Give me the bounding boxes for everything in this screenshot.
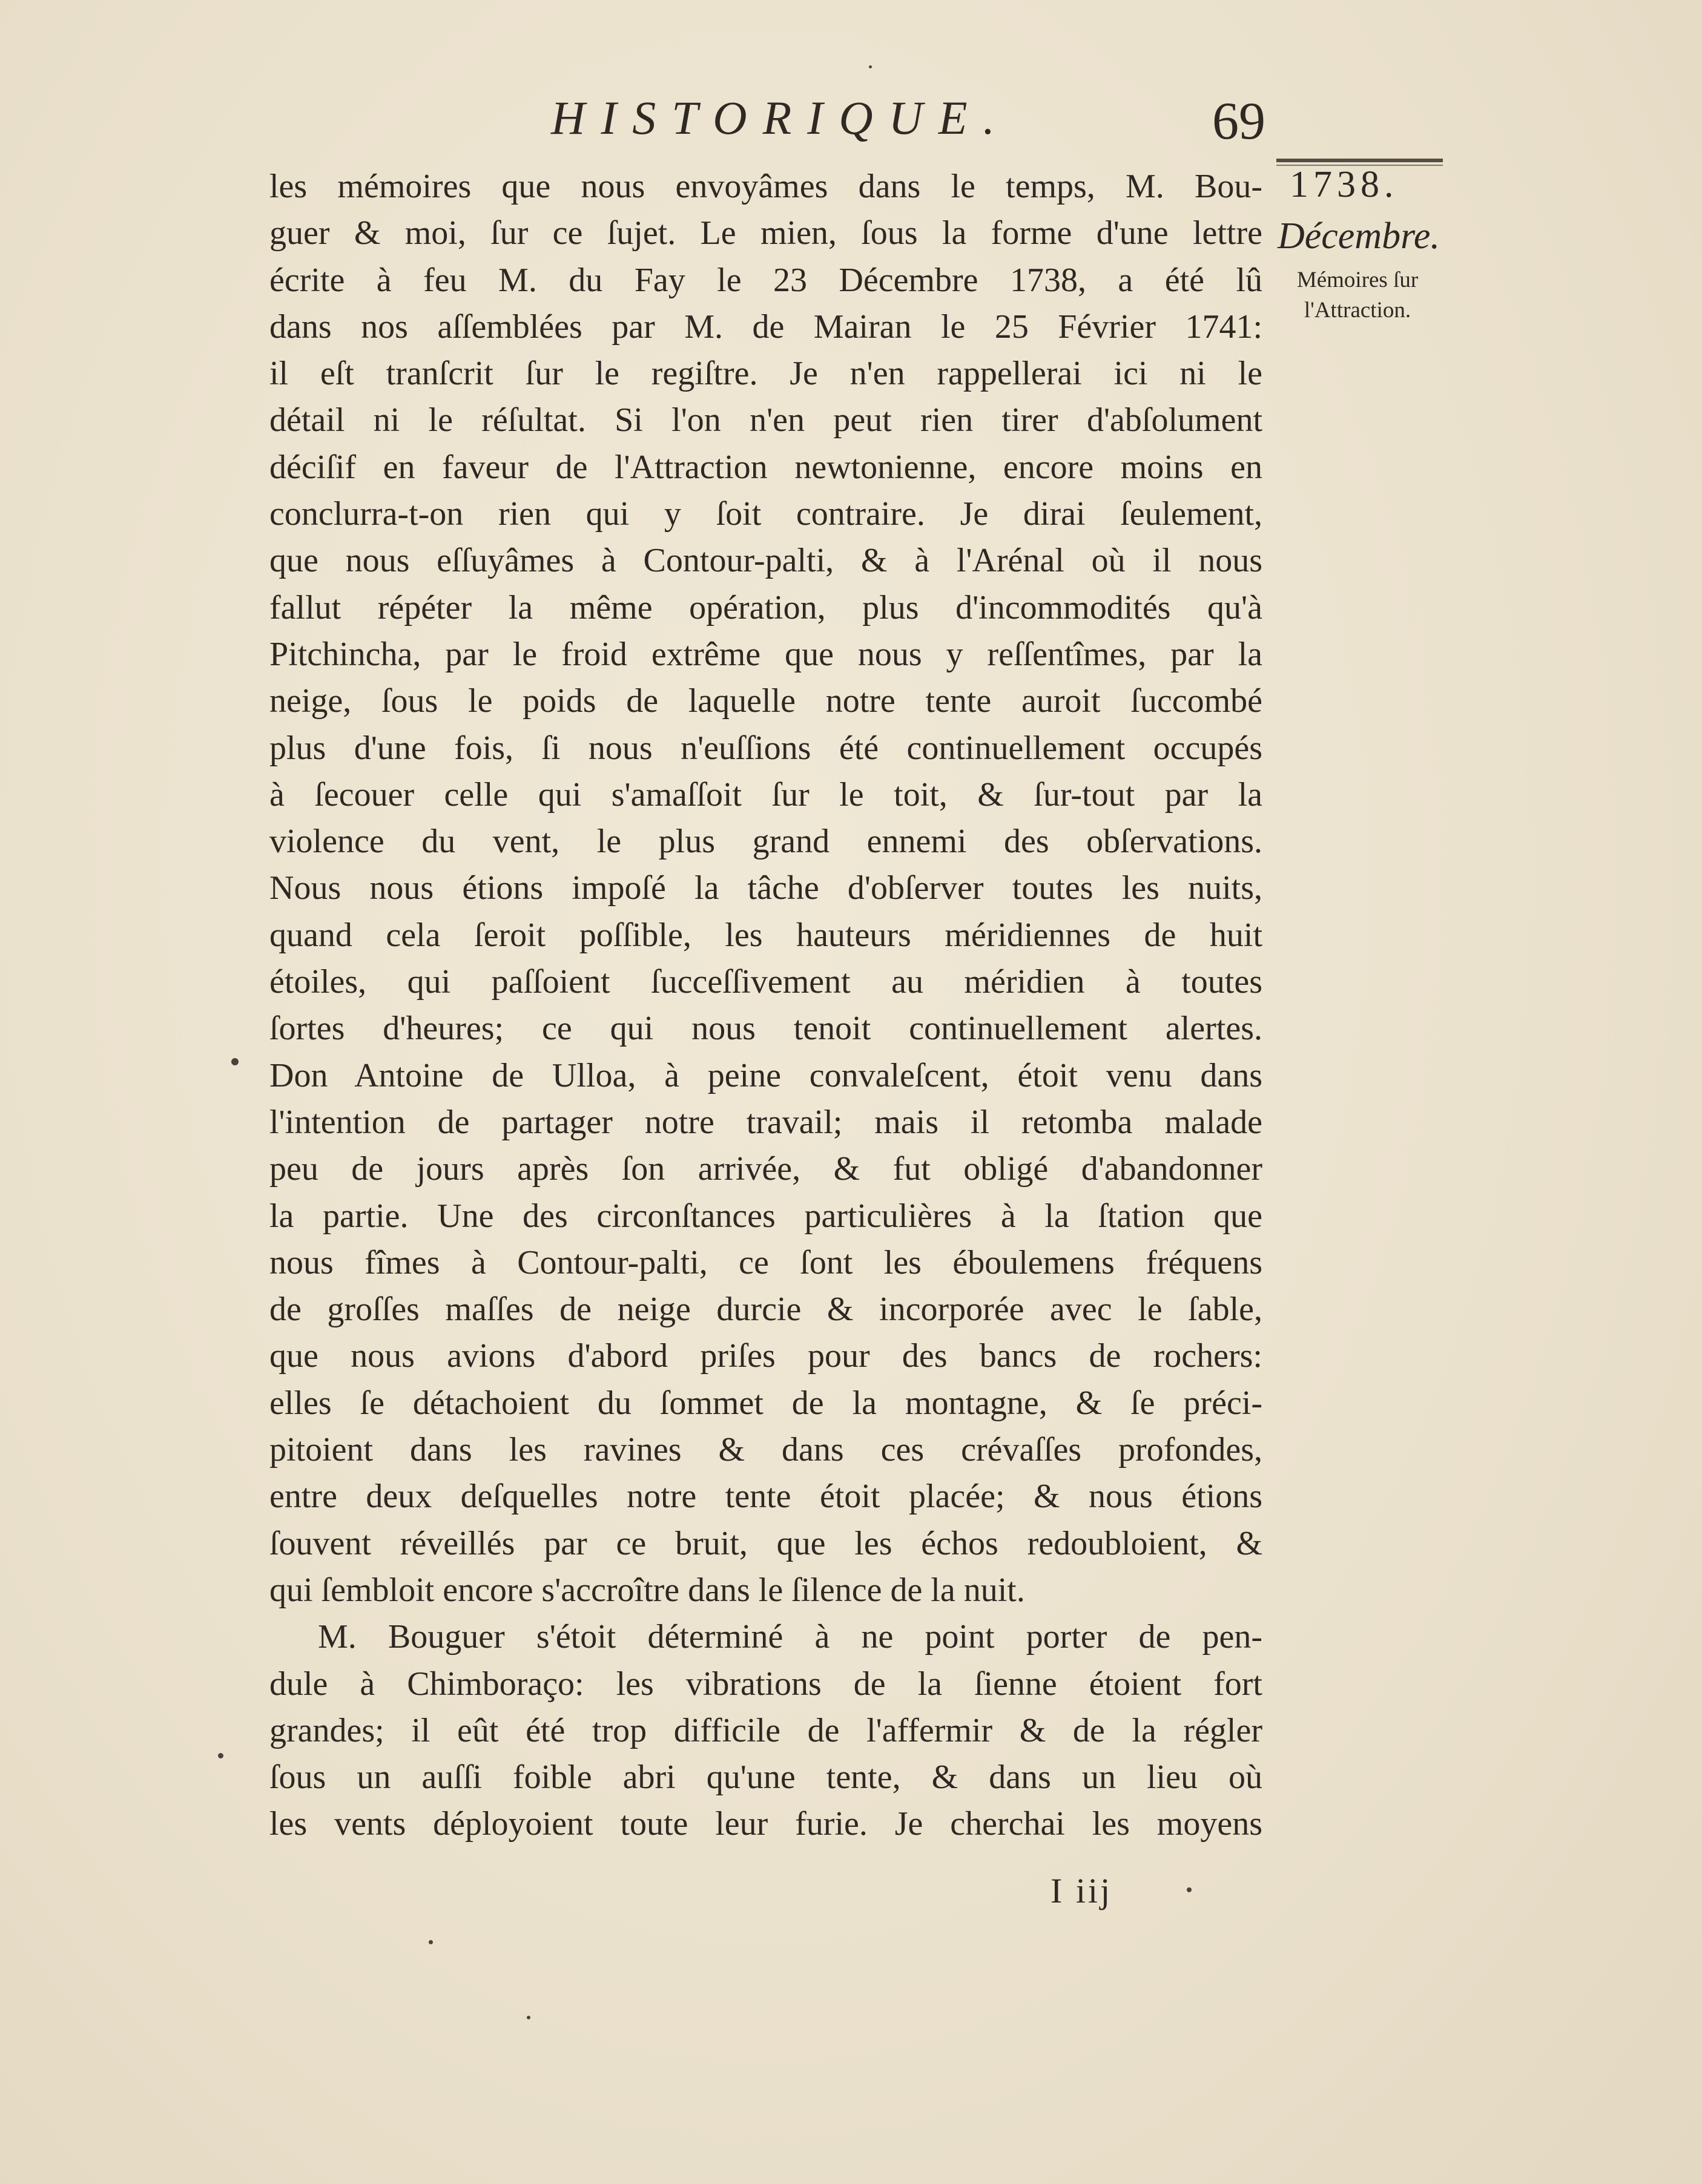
text-line-5: il eſt tranſcrit ſur le regiſtre. Je n'en rappellerai ici ni le [269,355,1262,393]
text-line-2: guer & moi, ſur ce ſujet. Le mien, ſous la forme d'une lettre [269,214,1262,252]
text-line-26: que nous avions d'abord priſes pour des bancs de rochers: [269,1337,1262,1375]
ink-speck [1187,1887,1192,1892]
text-line-16: Nous nous étions impoſé la tâche d'obſerver toutes les nuits, [269,869,1262,907]
text-line-25: de groſſes maſſes de neige durcie & incorporée avec le ſable, [269,1291,1262,1329]
text-line-18: étoiles, qui paſſoient ſucceſſivement au méridien à toutes [269,963,1262,1001]
margin-rule [1276,159,1443,162]
text-line-23: la partie. Une des circonſtances particulières à la ſtation que [269,1197,1262,1235]
text-line-10: fallut répéter la même opération, plus d'incommodités qu'à [269,588,1262,627]
text-line-1: les mémoires que nous envoyâmes dans le temps, M. Bou- [269,168,1262,205]
margin-note-line-2: l'Attraction. [1304,298,1411,323]
text-line-14: à ſecouer celle qui s'amaſſoit ſur le toit, & ſur-tout par la [269,775,1262,814]
text-line-31: qui ſembloit encore s'accroître dans le ſilence de la nuit. [269,1571,1025,1609]
page-number: 69 [1212,92,1265,151]
signature-mark: I iij [1051,1871,1113,1910]
text-line-21: l'intention de partager notre travail; mais il retomba malade [269,1103,1262,1141]
text-line-12: neige, ſous le poids de laquelle notre tente auroit ſuccombé [269,682,1262,720]
margin-note-line-1: Mémoires ſur [1296,268,1419,292]
text-line-8: conclurra-t-on rien qui y ſoit contraire. Je dirai ſeulement, [269,495,1262,533]
ink-speck [231,1058,239,1065]
running-head [551,91,1265,157]
ink-speck [218,1753,223,1758]
body-text [269,163,1262,1848]
text-line-3: écrite à feu M. du Fay le 23 Décembre 1738, a été lû [269,261,1262,299]
margin-month: Décembre. [1278,215,1440,257]
text-line-30: ſouvent réveillés par ce bruit, que les échos redoubloient, & [269,1524,1262,1562]
text-line-13: plus d'une fois, ſi nous n'euſſions été continuellement occupés [269,729,1262,767]
text-line-11: Pitchincha, par le froid extrême que nous y reſſentîmes, par la [269,635,1262,673]
text-line-36: les vents déployoient toute leur furie. Je cherchai les moyens [269,1805,1262,1843]
text-line-4: dans nos aſſemblées par M. de Mairan le 25 Février 1741: [269,308,1262,346]
ink-speck [869,65,872,68]
text-line-22: peu de jours après ſon arrivée, & fut obligé d'abandonner [269,1150,1262,1188]
text-line-7: déciſif en faveur de l'Attraction newtonienne, encore moins en [269,448,1262,486]
text-line-17: quand cela ſeroit poſſible, les hauteurs méridiennes de huit [269,916,1262,954]
text-line-27: elles ſe détachoient du ſommet de la montagne, & ſe préci- [269,1384,1262,1422]
text-line-28: pitoient dans les ravines & dans ces crévaſſes profondes, [269,1431,1262,1469]
text-line-20: Don Antoine de Ulloa, à peine convaleſcent, étoit venu dans [269,1056,1262,1094]
margin-note [1267,265,1448,326]
text-line-19: ſortes d'heures; ce qui nous tenoit continuellement alertes. [269,1010,1262,1048]
text-line-33: dule à Chimboraço: les vibrations de la ſienne étoient fort [269,1665,1262,1703]
text-line-6: détail ni le réſultat. Si l'on n'en peut rien tirer d'abſolument [269,401,1262,439]
margin-year: 1738. [1290,164,1399,205]
text-line-32: M. Bouguer s'étoit déterminé à ne point porter de pen- [318,1618,1262,1656]
text-line-15: violence du vent, le plus grand ennemi des obſervations. [269,823,1262,861]
text-line-35: ſous un auſſi foible abri qu'une tente, & dans un lieu où [269,1758,1262,1797]
ink-speck [429,1940,433,1944]
text-line-9: que nous eſſuyâmes à Contour-palti, & à l'Arénal où il nous [269,542,1262,580]
ink-speck [527,2016,530,2019]
text-line-24: nous fîmes à Contour-palti, ce ſont les éboulemens fréquens [269,1243,1262,1281]
running-head-title: HISTORIQUE. [551,91,1011,144]
text-line-29: entre deux deſquelles notre tente étoit placée; & nous étions [269,1478,1262,1516]
text-line-34: grandes; il eût été trop difficile de l'affermir & de la régler [269,1711,1262,1749]
